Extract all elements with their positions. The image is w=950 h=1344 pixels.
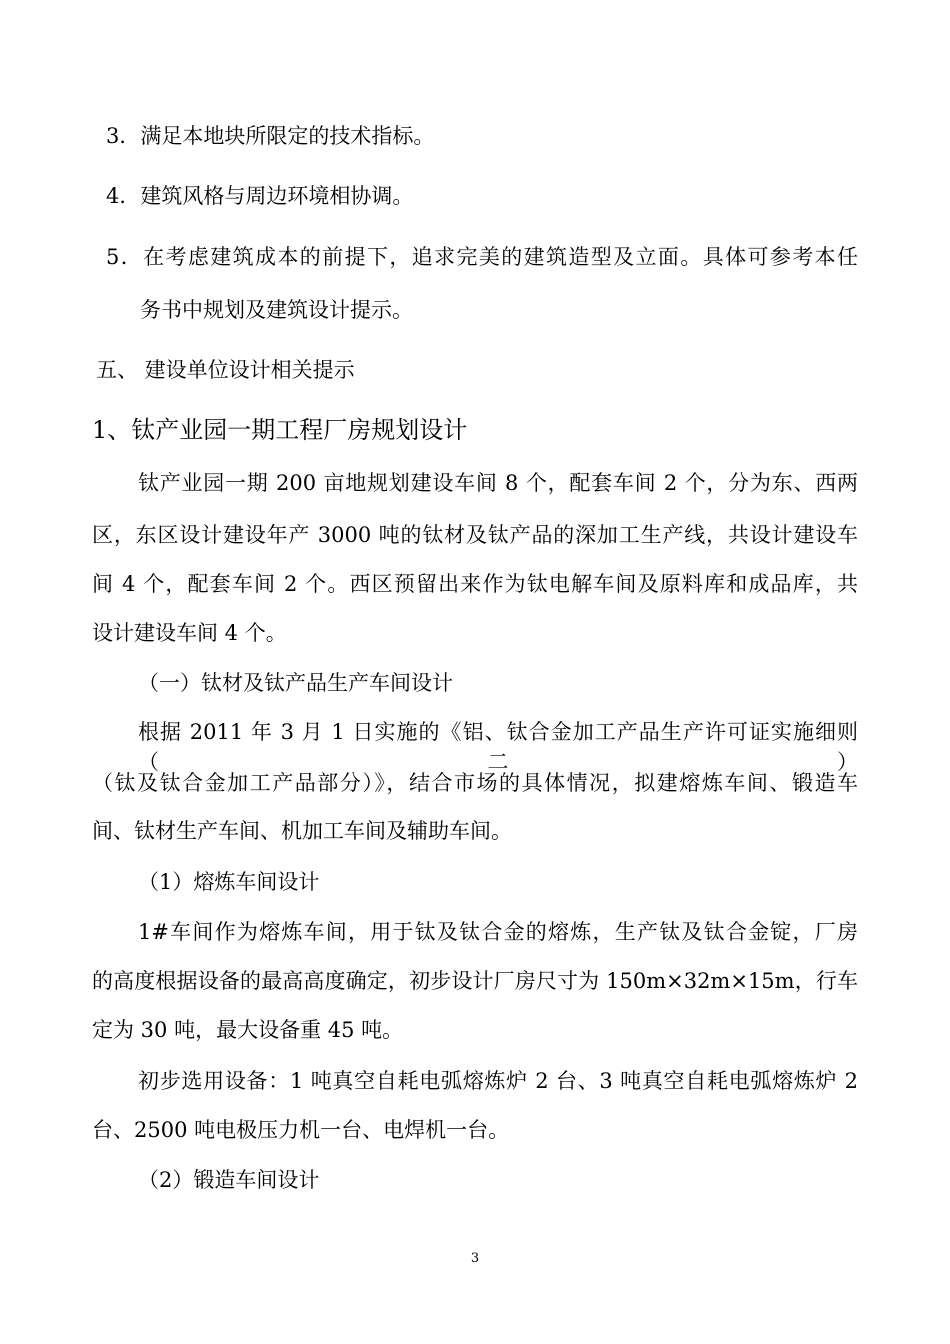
requirement-item-5-line-1: 5．在考虑建筑成本的前提下，追求完美的建筑造型及立面。具体可参考本任: [106, 245, 858, 269]
paragraph-1-line-3: 间 4 个，配套车间 2 个。西区预留出来作为钛电解车间及原料库和成品库，共: [92, 572, 858, 596]
paragraph-3-line-1: 1#车间作为熔炼车间，用于钛及钛合金的熔炼，生产钛及钛合金锭，厂房: [138, 920, 858, 944]
subsection-heading-1: 1、钛产业园一期工程厂房规划设计: [92, 416, 468, 444]
paragraph-4-line-1: 初步选用设备：1 吨真空自耗电弧熔炼炉 2 台、3 吨真空自耗电弧熔炼炉 2: [138, 1069, 858, 1093]
subheading-forging-workshop: （2）锻造车间设计: [138, 1168, 320, 1192]
subheading-smelting-workshop: （1）熔炼车间设计: [138, 870, 320, 894]
requirement-item-4: 4．建筑风格与周边环境相协调。: [106, 184, 414, 208]
section-heading-five: 五、 建设单位设计相关提示: [96, 358, 355, 382]
paragraph-2-line-3: 间、钛材生产车间、机加工车间及辅助车间。: [92, 819, 512, 843]
paragraph-2-line-2: （钛及钛合金加工产品部分）》，结合市场的具体情况，拟建熔炼车间、锻造车: [92, 771, 858, 795]
requirement-item-5-line-2: 务书中规划及建筑设计提示。: [140, 298, 413, 322]
paragraph-3-line-3: 定为 30 吨，最大设备重 45 吨。: [92, 1018, 404, 1042]
paragraph-4-line-2: 台、2500 吨电极压力机一台、电焊机一台。: [92, 1118, 510, 1142]
paragraph-1-line-2: 区，东区设计建设年产 3000 吨的钛材及钛产品的深加工生产线，共设计建设车: [92, 523, 858, 547]
paragraph-1-line-1: 钛产业园一期 200 亩地规划建设车间 8 个，配套车间 2 个，分为东、西两: [138, 471, 858, 495]
paragraph-2-line-1: 根据 2011 年 3 月 1 日实施的《铝、钛合金加工产品生产许可证实施细则（二）: [138, 720, 858, 774]
subheading-titanium-products-workshop: （一）钛材及钛产品生产车间设计: [138, 671, 453, 695]
page-number: 3: [470, 1251, 480, 1266]
paragraph-3-line-2: 的高度根据设备的最高高度确定，初步设计厂房尺寸为 150m×32m×15m，行车: [92, 969, 858, 993]
paragraph-1-line-4: 设计建设车间 4 个。: [92, 621, 287, 645]
requirement-item-3: 3．满足本地块所限定的技术指标。: [106, 124, 435, 148]
